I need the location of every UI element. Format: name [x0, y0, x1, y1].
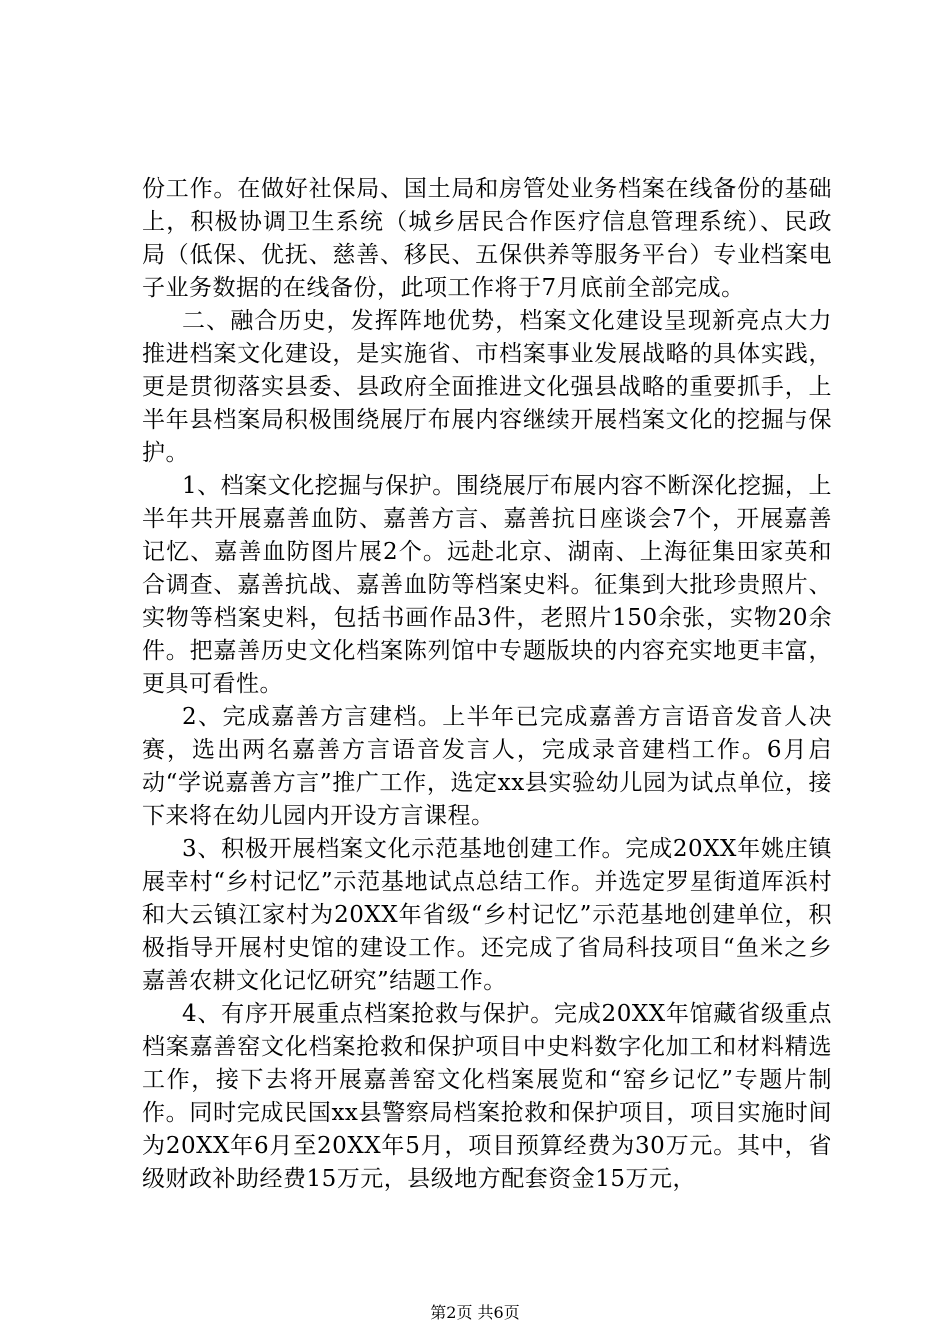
- paragraph-item-1: 1、档案文化挖掘与保护。围绕展厅布展内容不断深化挖掘，上半年共开展嘉善血防、嘉善方言、嘉善抗日座谈会7个，开展嘉善记忆、嘉善血防图片展2个。远赴北京、湖南、上海征集田家英和合调查、嘉善抗战、嘉善血防等档案史料。征集到大批珍贵照片、实物等档案史料，包括书画作品3件，老照片150余张，实物20余件。把嘉善历史文化档案陈列馆中专题版块的内容充实地更丰富，更具可看性。: [142, 473, 832, 697]
- paragraph-backup-work: 份工作。在做好社保局、国土局和房管处业务档案在线备份的基础上，积极协调卫生系统（城乡居民合作医疗信息管理系统）、民政局（低保、优抚、慈善、移民、五保供养等服务平台）专业档案电子业务数据的在线备份，此项工作将于7月底前全部完成。: [142, 176, 832, 301]
- page-number-footer: 第2页 共6页: [430, 1303, 520, 1322]
- paragraph-item-2: 2、完成嘉善方言建档。上半年已完成嘉善方言语音发音人决赛，选出两名嘉善方言语音发言人，完成录音建档工作。6月启动“学说嘉善方言”推广工作，选定xx县实验幼儿园为试点单位，接下来将在幼儿园内开设方言课程。: [142, 704, 832, 829]
- document-body: [142, 173, 832, 1196]
- paragraph-section-two: 二、融合历史，发挥阵地优势，档案文化建设呈现新亮点大力推进档案文化建设，是实施省、市档案事业发展战略的具体实践，更是贯彻落实县委、县政府全面推进文化强县战略的重要抓手，上半年县档案局积极围绕展厅布展内容继续开展档案文化的挖掘与保护。: [142, 308, 832, 466]
- paragraph-item-3: 3、积极开展档案文化示范基地创建工作。完成20XX年姚庄镇展幸村“乡村记忆”示范基地试点总结工作。并选定罗星街道厍浜村和大云镇江家村为20XX年省级“乡村记忆”示范基地创建单位，积极指导开展村史馆的建设工作。还完成了省局科技项目“鱼米之乡嘉善农耕文化记忆研究”结题工作。: [142, 836, 832, 994]
- paragraph-item-4: 4、有序开展重点档案抢救与保护。完成20XX年馆藏省级重点档案嘉善窑文化档案抢救和保护项目中史料数字化加工和材料精选工作，接下去将开展嘉善窑文化档案展览和“窑乡记忆”专题片制作。同时完成民国xx县警察局档案抢救和保护项目，项目实施时间为20XX年6月至20XX年5月，项目预算经费为30万元。其中，省级财政补助经费15万元，县级地方配套资金15万元，: [142, 1001, 832, 1192]
